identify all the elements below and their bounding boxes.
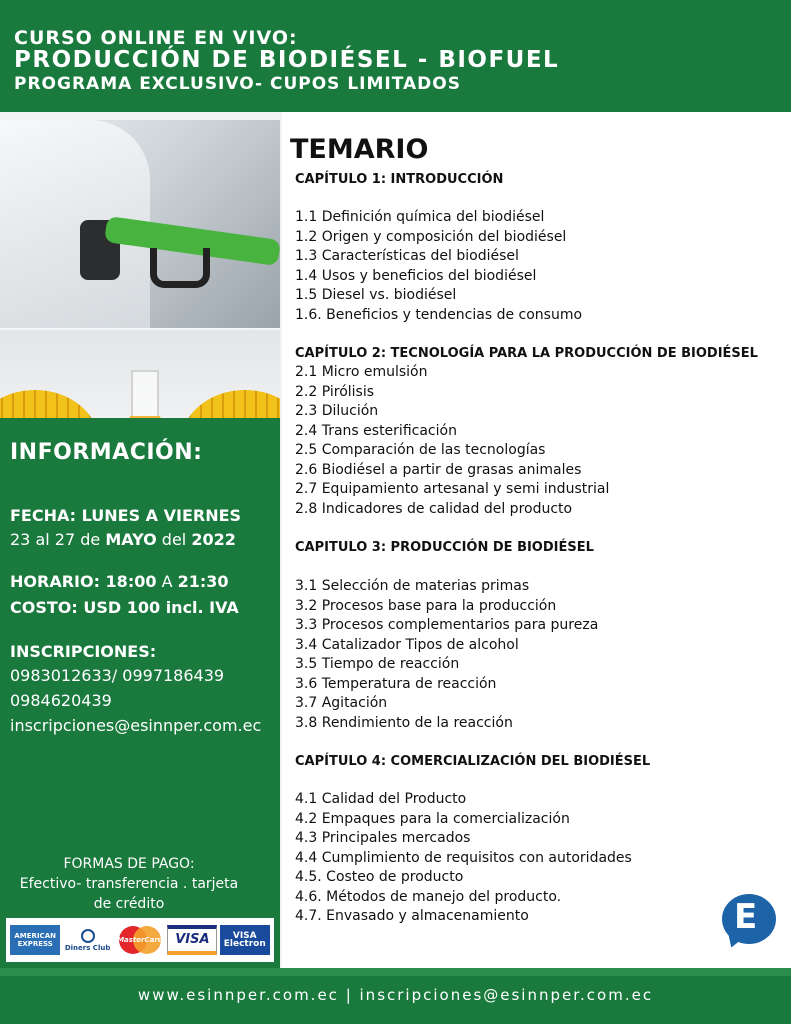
- list-item: 4.1 Calidad del Producto: [295, 791, 467, 807]
- list-item: 3.4 Catalizador Tipos de alcohol: [295, 636, 519, 653]
- list-item: 4.6. Métodos de manejo del producto.: [295, 888, 562, 905]
- fuel-nozzle-photo: [0, 120, 280, 328]
- fecha-label: FECHA: LUNES A VIERNES: [10, 506, 242, 525]
- list-item: 4.3 Principales mercados: [295, 830, 471, 846]
- mastercard-logo: MasterCard: [115, 925, 165, 955]
- phone-numbers[interactable]: 0983012633/ 0997186439: [10, 666, 225, 685]
- list-item: 2.3 Dilución: [295, 403, 379, 419]
- horario: HORARIO: 18:00 A 21:30: [10, 572, 229, 591]
- diners-logo: Diners Club: [63, 925, 113, 955]
- list-item: 1.1 Definición química del biodiésel: [295, 209, 545, 225]
- course-title: PRODUCCIÓN DE BIODIÉSEL - BIOFUEL: [14, 47, 560, 73]
- inscripciones-label: INSCRIPCIONES:: [10, 642, 157, 661]
- list-item: 2.5 Comparación de las tecnologías: [295, 442, 546, 458]
- list-item: 1.5 Diesel vs. biodiésel: [295, 287, 457, 303]
- visa-electron-logo: VISA Electron: [220, 925, 270, 955]
- temario-title: TEMARIO: [290, 134, 429, 165]
- header-line-3: PROGRAMA EXCLUSIVO- CUPOS LIMITADOS: [14, 74, 461, 94]
- payment-cards: [6, 918, 274, 962]
- list-item: 1.4 Usos y beneficios del biodiésel: [295, 267, 537, 284]
- list-item: 2.2 Pirólisis: [295, 383, 375, 400]
- list-item: 3.6 Temperatura de reacción: [295, 675, 497, 692]
- list-item: 4.2 Empaques para la comercialización: [295, 810, 570, 827]
- email-link[interactable]: inscripciones@esinnper.com.ec: [10, 716, 262, 735]
- chapter-title: CAPÍTULO 1: INTRODUCCIÓN: [295, 172, 504, 187]
- list-item: 3.5 Tiempo de reacción: [295, 656, 460, 672]
- header-banner: [0, 0, 791, 112]
- list-item: 3.7 Agitación: [295, 695, 388, 711]
- list-item: 1.6. Beneficios y tendencias de consumo: [295, 306, 583, 323]
- list-item: 2.6 Biodiésel a partir de grasas animales: [295, 461, 582, 478]
- chapter-title: CAPITULO 3: PRODUCCIÓN DE BIODIÉSEL: [295, 540, 594, 555]
- footer: [0, 968, 791, 1024]
- fecha-value: 23 al 27 de MAYO del 2022: [10, 530, 236, 549]
- list-item: 3.8 Rendimiento de la reacción: [295, 714, 513, 731]
- list-item: 3.2 Procesos base para la producción: [295, 597, 557, 614]
- costo: COSTO: USD 100 incl. IVA: [10, 598, 239, 617]
- temario-panel: [282, 112, 791, 968]
- pago-title: FORMAS DE PAGO:: [63, 856, 195, 872]
- phone-number-2[interactable]: 0984620439: [10, 691, 112, 710]
- esinnper-logo-icon: E: [720, 886, 778, 950]
- list-item: 4.7. Envasado y almacenamiento: [295, 908, 529, 924]
- footer-contact[interactable]: www.esinnper.com.ec | inscripciones@esinnper.com.ec: [137, 986, 654, 1004]
- list-item: 3.1 Selección de materias primas: [295, 578, 530, 594]
- list-item: 4.4 Cumplimiento de requisitos con autoridades: [295, 849, 632, 866]
- list-item: 4.5. Costeo de producto: [295, 869, 464, 885]
- info-title: INFORMACIÓN:: [10, 440, 203, 465]
- chapter-title: CAPÍTULO 2: TECNOLOGÍA PARA LA PRODUCCIÓN DE BIODIÉSEL: [295, 346, 758, 361]
- list-item: 3.3 Procesos complementarios para pureza: [295, 617, 599, 633]
- info-panel: [0, 418, 280, 968]
- list-item: 2.8 Indicadores de calidad del producto: [295, 500, 573, 517]
- header-line-1: CURSO ONLINE EN VIVO:: [14, 27, 298, 49]
- list-item: 1.2 Origen y composición del biodiésel: [295, 228, 567, 245]
- chapter-title: CAPÍTULO 4: COMERCIALIZACIÓN DEL BIODIÉSEL: [295, 754, 651, 769]
- list-item: 2.7 Equipamiento artesanal y semi industrial: [295, 481, 610, 497]
- visa-logo: VISA: [167, 925, 217, 955]
- pago-line-2: de crédito: [93, 896, 165, 912]
- amex-logo: AMERICAN EXPRESS: [10, 925, 60, 955]
- list-item: 1.3 Características del biodiésel: [295, 248, 519, 264]
- list-item: 2.1 Micro emulsión: [295, 364, 428, 380]
- pago-line-1: Efectivo- transferencia . tarjeta: [19, 876, 239, 892]
- list-item: 2.4 Trans esterificación: [295, 422, 457, 439]
